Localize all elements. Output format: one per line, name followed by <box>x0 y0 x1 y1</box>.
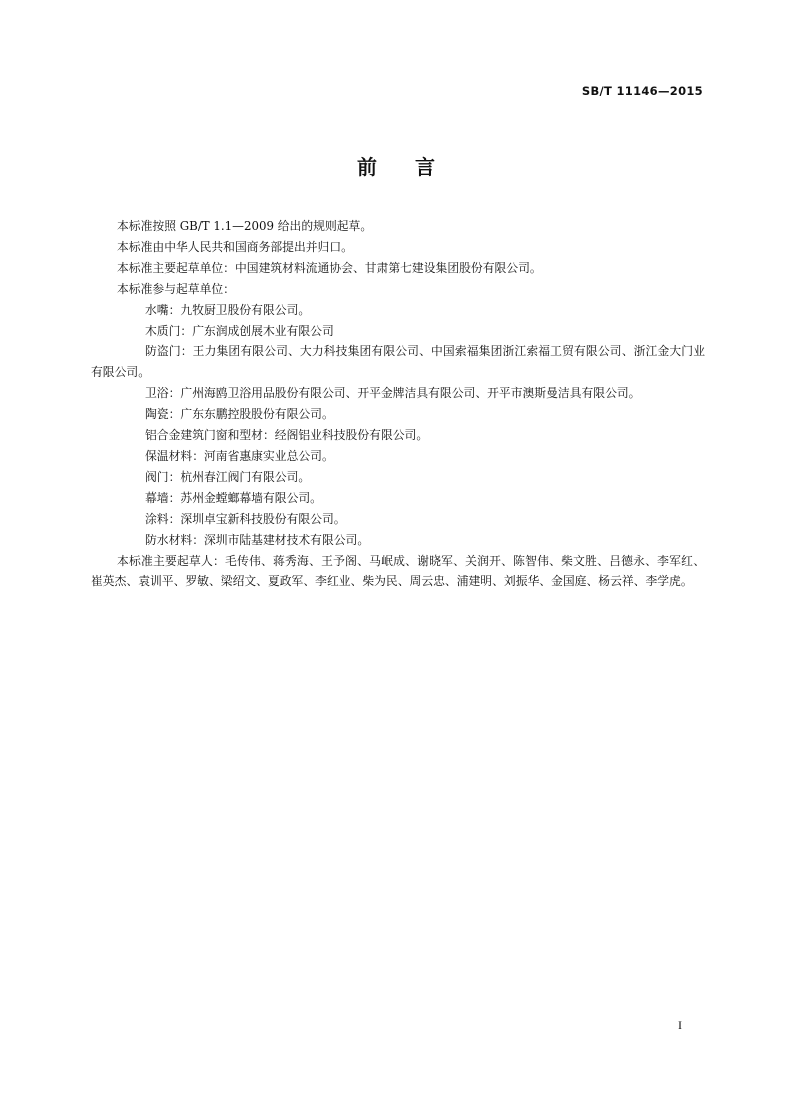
foreword-body <box>91 216 705 592</box>
list-item: 防盗门：王力集团有限公司、大力科技集团有限公司、中国索福集团浙江索福工贸有限公司、浙江金大门业有限公司。 <box>91 344 705 380</box>
list-item: 幕墙：苏州金螳螂幕墙有限公司。 <box>145 490 322 505</box>
list-item: 陶瓷：广东东鹏控股股份有限公司。 <box>145 407 334 422</box>
paragraph-drafting-rules: 本标准按照 GB/T 1.1—2009 给出的规则起草。 <box>117 219 373 233</box>
list-item: 木质门：广东润成创展木业有限公司 <box>145 323 334 338</box>
list-item: 保温材料：河南省惠康实业总公司。 <box>145 448 334 463</box>
standard-number: SB/T 11146—2015 <box>581 84 703 98</box>
list-item: 卫浴：广州海鸥卫浴用品股份有限公司、开平金牌洁具有限公司、开平市澳斯曼洁具有限公司。 <box>145 386 641 401</box>
paragraph-main-drafting-units: 本标准主要起草单位：中国建筑材料流通协会、甘肃第七建设集团股份有限公司。 <box>117 260 542 275</box>
list-item: 涂料：深圳卓宝新科技股份有限公司。 <box>145 511 346 526</box>
list-item: 防水材料：深圳市陆基建材技术有限公司。 <box>145 532 370 547</box>
list-item: 阀门：杭州春江阀门有限公司。 <box>145 469 311 484</box>
list-item: 水嘴：九牧厨卫股份有限公司。 <box>145 302 311 317</box>
list-item: 铝合金建筑门窗和型材：经阁铝业科技股份有限公司。 <box>145 428 429 443</box>
page-title: 前言 <box>357 155 473 179</box>
page-number: I <box>678 1018 682 1032</box>
paragraph-proposer: 本标准由中华人民共和国商务部提出并归口。 <box>117 239 353 254</box>
paragraph-participating-units-heading: 本标准参与起草单位： <box>117 281 235 296</box>
paragraph-main-drafters: 本标准主要起草人：毛传伟、蒋秀海、王予阁、马岷成、谢晓军、关润开、陈智伟、柴文胜、吕德永、李军红、崔英杰、袁训平、罗敏、梁绍文、夏政军、李红业、柴为民、周云忠、浦建明、刘振华、金国庭、杨云祥、李学虎。 <box>91 553 705 589</box>
